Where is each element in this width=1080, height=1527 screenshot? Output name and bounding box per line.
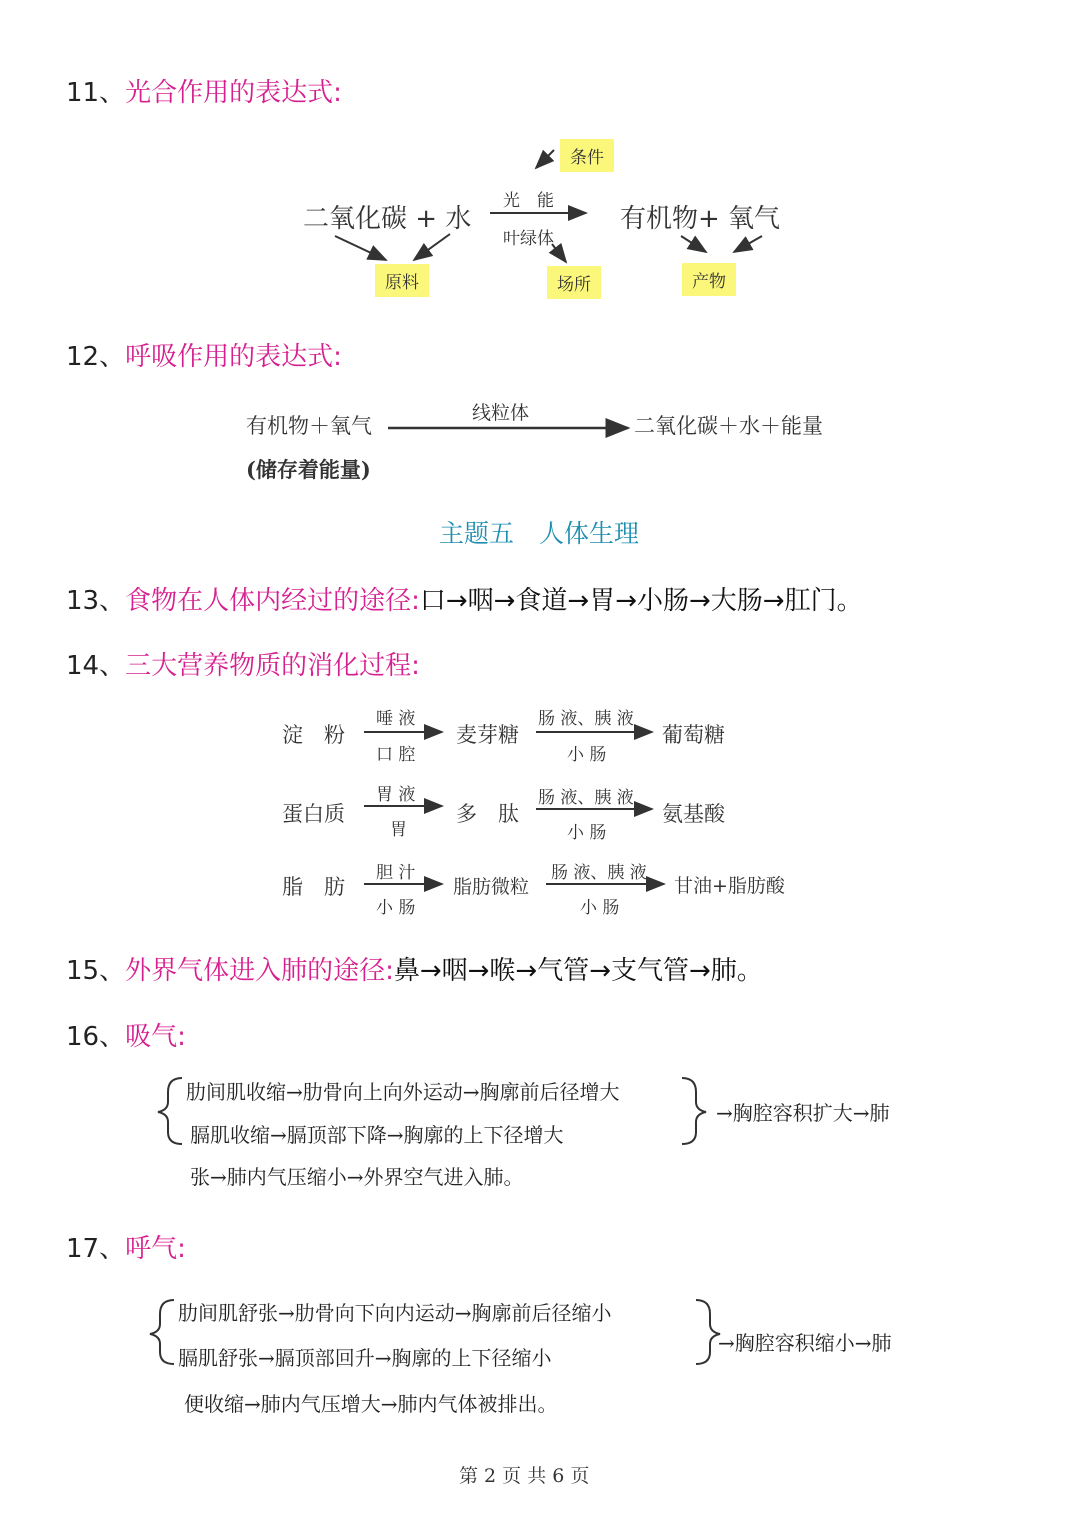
digest-top1: 唾 液 bbox=[376, 709, 416, 729]
q16-title: 吸气: bbox=[125, 1022, 186, 1052]
digest-bottom2: 小 肠 bbox=[567, 745, 607, 765]
photo-raw-pointer-left bbox=[335, 236, 386, 260]
exhale-left-brace bbox=[150, 1300, 174, 1364]
q17-title: 呼气: bbox=[125, 1234, 186, 1264]
q15-title: 外界气体进入肺的途径: bbox=[125, 956, 394, 986]
digest-top1: 胃 液 bbox=[376, 785, 416, 805]
digest-top2: 肠 液、胰 液 bbox=[551, 863, 647, 883]
q12-title: 呼吸作用的表达式: bbox=[125, 342, 342, 372]
q15-number: 15、 bbox=[66, 956, 126, 986]
digest-start: 淀 粉 bbox=[282, 723, 345, 747]
digest-top2: 肠 液、胰 液 bbox=[538, 709, 634, 729]
photo-raw-pointer-right bbox=[414, 234, 450, 260]
digest-bottom1: 口 腔 bbox=[376, 745, 416, 765]
digest-end: 葡萄糖 bbox=[662, 723, 725, 747]
tag-condition: 条件 bbox=[560, 139, 614, 172]
photo-condition-bottom: 叶绿体 bbox=[503, 229, 554, 249]
digest-mid: 脂肪微粒 bbox=[453, 876, 530, 898]
photo-place-pointer bbox=[552, 244, 566, 262]
q13-title: 食物在人体内经过的途径: bbox=[125, 586, 420, 616]
digest-top1: 胆 汁 bbox=[376, 863, 416, 883]
digest-end: 氨基酸 bbox=[662, 802, 725, 826]
q14-title: 三大营养物质的消化过程: bbox=[125, 651, 420, 681]
q11-title: 光合作用的表达式: bbox=[125, 78, 342, 108]
q17-number: 17、 bbox=[66, 1234, 126, 1264]
q13-number: 13、 bbox=[66, 586, 126, 616]
tag-place: 场所 bbox=[547, 266, 601, 299]
inhale-right-brace bbox=[682, 1078, 706, 1144]
inhale-right: →胸腔容积扩大→肺 bbox=[716, 1101, 890, 1125]
resp-over-arrow: 线粒体 bbox=[472, 402, 530, 424]
photo-condition-pointer bbox=[536, 150, 554, 168]
digest-top2: 肠 液、胰 液 bbox=[538, 788, 634, 808]
photo-reactants: 二氧化碳 + 水 bbox=[303, 204, 472, 234]
q16-number: 16、 bbox=[66, 1022, 126, 1052]
digest-bottom2: 小 肠 bbox=[567, 823, 607, 843]
photo-product-pointer-left bbox=[681, 236, 706, 252]
digest-bottom1: 小 肠 bbox=[376, 898, 416, 918]
digest-end: 甘油+脂肪酸 bbox=[674, 875, 785, 897]
digest-bottom2: 小 肠 bbox=[580, 898, 620, 918]
inhale-left-brace bbox=[158, 1078, 182, 1144]
q11-number: 11、 bbox=[66, 78, 126, 108]
resp-note: (储存着能量) bbox=[246, 457, 371, 482]
page-footer: 第 2 页 共 6 页 bbox=[459, 1465, 590, 1487]
q14-number: 14、 bbox=[66, 651, 126, 681]
resp-right: 二氧化碳＋水＋能量 bbox=[634, 414, 823, 438]
tag-raw: 原料 bbox=[375, 264, 429, 297]
inhale-line2: 膈肌收缩→膈顶部下降→胸廓的上下径增大 bbox=[190, 1123, 564, 1147]
resp-left: 有机物＋氧气 bbox=[246, 414, 372, 438]
exhale-line2: 膈肌舒张→膈顶部回升→胸廓的上下径缩小 bbox=[178, 1346, 552, 1370]
q13-path: 口→咽→食道→胃→小肠→大肠→肛门。 bbox=[419, 586, 863, 616]
photo-product-pointer-right bbox=[734, 236, 762, 252]
theme-title: 主题五 人体生理 bbox=[439, 519, 640, 548]
exhale-right: →胸腔容积缩小→肺 bbox=[718, 1331, 892, 1355]
q12-number: 12、 bbox=[66, 342, 126, 372]
exhale-line1: 肋间肌舒张→肋骨向下向内运动→胸廓前后径缩小 bbox=[178, 1301, 612, 1325]
inhale-line1: 肋间肌收缩→肋骨向上向外运动→胸廓前后径增大 bbox=[186, 1080, 620, 1104]
q15-path: 鼻→咽→喉→气管→支气管→肺。 bbox=[393, 956, 763, 986]
digest-start: 蛋白质 bbox=[282, 802, 345, 826]
tag-product: 产物 bbox=[682, 263, 736, 296]
digest-start: 脂 肪 bbox=[282, 875, 345, 899]
exhale-line3: 便收缩→肺内气压增大→肺内气体被排出。 bbox=[184, 1392, 558, 1416]
digest-bottom1: 胃 bbox=[390, 820, 407, 840]
photo-products: 有机物+ 氧气 bbox=[620, 204, 781, 234]
exhale-right-brace bbox=[696, 1300, 720, 1364]
inhale-line3: 张→肺内气压缩小→外界空气进入肺。 bbox=[190, 1165, 524, 1189]
digest-mid: 麦芽糖 bbox=[456, 723, 519, 747]
photo-condition-top: 光 能 bbox=[503, 191, 554, 211]
digest-mid: 多 肽 bbox=[456, 802, 519, 826]
